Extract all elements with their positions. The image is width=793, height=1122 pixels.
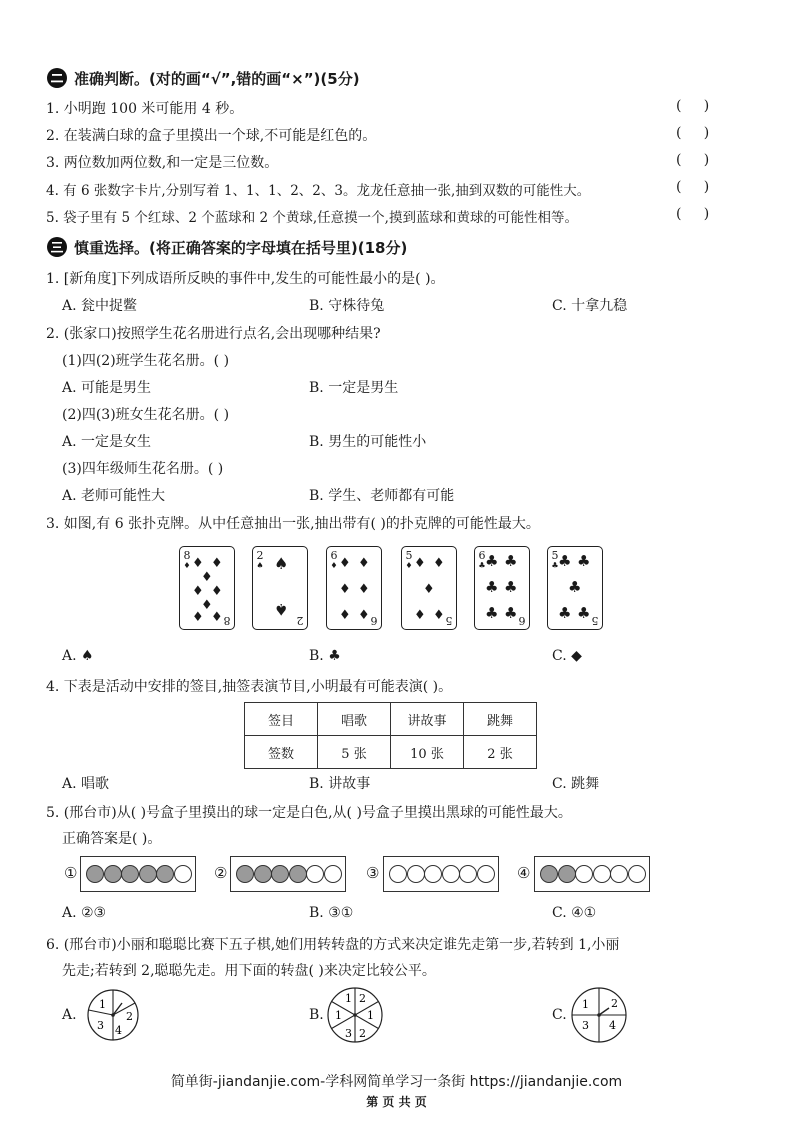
table-cell: 5 张 <box>318 736 391 769</box>
gray-ball <box>121 865 139 883</box>
card-corner-suit: ♣ <box>551 561 559 570</box>
playing-card-8-diamonds: 8 ♦ ♦ ♦ ♦ ♦ ♦ ♦ ♦ ♦ 8 <box>179 546 235 630</box>
white-ball <box>174 865 192 883</box>
q2-sub1: (1)四(2)班学生花名册。( ) <box>62 353 230 369</box>
judge-item-5: 5. 袋子里有 5 个红球、2 个蓝球和 2 个黄球,任意摸一个,摸到蓝球和黄球的可能性相等。 <box>46 210 578 226</box>
page-number: 第 页 共 页 <box>366 1095 427 1109</box>
q3-option-a[interactable]: A. ♠ <box>62 648 94 664</box>
section2-title: 准确判断。(对的画“√”,错的画“×”)(5分) <box>74 70 360 88</box>
q5-option-a[interactable]: A. ②③ <box>62 905 107 921</box>
white-ball <box>610 865 628 883</box>
playing-card-6-diamonds: 6 ♦ ♦ ♦ ♦ ♦ ♦ ♦ 6 <box>326 546 382 630</box>
spinner-a-label: 3 <box>97 1019 104 1032</box>
q1-option-b[interactable]: B. 守株待兔 <box>309 298 385 314</box>
ball-box-2 <box>230 856 346 892</box>
table-cell: 讲故事 <box>391 703 464 736</box>
q5-text: 5. (邢台市)从( )号盒子里摸出的球一定是白色,从( )号盒子里摸出黑球的可能性最大。 <box>46 805 572 821</box>
gray-ball <box>104 865 122 883</box>
white-ball <box>424 865 442 883</box>
spinner-b-label: 1 <box>335 1009 342 1022</box>
judge-item-4: 4. 有 6 张数字卡片,分别写着 1、1、1、2、2、3。龙龙任意抽一张,抽到双数的可能性大。 <box>46 183 591 199</box>
spinner-c-label: 1 <box>582 998 589 1011</box>
judge-answer-4[interactable]: ( ) <box>676 179 710 195</box>
q2-sub1-option-a[interactable]: A. 可能是男生 <box>62 380 152 396</box>
spinner-b-label: 2 <box>359 992 366 1005</box>
spinner-c-label: 4 <box>609 1019 616 1032</box>
gray-ball <box>540 865 558 883</box>
box-label-2: ② <box>214 864 228 882</box>
section3-title: 慎重选择。(将正确答案的字母填在括号里)(18分) <box>74 239 408 257</box>
table-row <box>245 703 537 736</box>
q2-sub1-option-b[interactable]: B. 一定是男生 <box>309 380 399 396</box>
spinner-b <box>326 987 384 1043</box>
q2-sub2: (2)四(3)班女生花名册。( ) <box>62 407 230 423</box>
white-ball <box>306 865 324 883</box>
card-rank: 5 <box>551 549 559 562</box>
gray-ball <box>236 865 254 883</box>
gray-ball <box>254 865 272 883</box>
spinner-a-label: 4 <box>115 1024 122 1037</box>
card-corner-suit: ♣ <box>478 561 486 570</box>
spinner-b-label: 1 <box>345 992 352 1005</box>
q6-option-a[interactable]: A. <box>62 1007 77 1023</box>
q6-option-b[interactable]: B. <box>309 1007 324 1023</box>
section3-badge <box>47 237 67 257</box>
ball-box-1 <box>80 856 196 892</box>
spinner-a-label: 2 <box>126 1010 133 1023</box>
judge-answer-3[interactable]: ( ) <box>676 152 710 168</box>
q2-sub2-option-b[interactable]: B. 男生的可能性小 <box>309 434 427 450</box>
lottery-table <box>244 702 537 769</box>
gray-ball <box>271 865 289 883</box>
table-cell: 唱歌 <box>318 703 391 736</box>
card-corner-suit: ♦ <box>405 561 413 570</box>
judge-answer-1[interactable]: ( ) <box>676 98 710 114</box>
q2-sub3-option-b[interactable]: B. 学生、老师都有可能 <box>309 488 455 504</box>
q5-option-b[interactable]: B. ③① <box>309 905 354 921</box>
spinner-c-label: 2 <box>611 997 618 1010</box>
card-corner-suit: ♦ <box>330 561 338 570</box>
table-cell: 跳舞 <box>464 703 537 736</box>
gray-ball <box>156 865 174 883</box>
q6-text: 6. (邢台市)小丽和聪聪比赛下五子棋,她们用转转盘的方式来决定谁先走第一步,若转到 1,小丽 <box>46 937 620 953</box>
judge-item-1: 1. 小明跑 100 米可能用 4 秒。 <box>46 101 244 117</box>
white-ball <box>442 865 460 883</box>
white-ball <box>407 865 425 883</box>
table-cell: 2 张 <box>464 736 537 769</box>
table-cell: 签数 <box>245 736 318 769</box>
spinner-c <box>569 987 631 1043</box>
white-ball <box>477 865 495 883</box>
q3-text: 3. 如图,有 6 张扑克牌。从中任意抽出一张,抽出带有( )的扑克牌的可能性最大。 <box>46 516 540 532</box>
q3-option-c[interactable]: C. ◆ <box>552 648 582 664</box>
card-rank: 6 <box>330 549 338 562</box>
q4-text: 4. 下表是活动中安排的签目,抽签表演节目,小明最有可能表演( )。 <box>46 679 453 695</box>
q2-text: 2. (张家口)按照学生花名册进行点名,会出现哪种结果? <box>46 326 381 342</box>
q6-option-c[interactable]: C. <box>552 1007 567 1023</box>
card-corner-suit: ♦ <box>183 561 191 570</box>
playing-card-2-spades: 2 ♠ ♠ ♠ 2 <box>252 546 308 630</box>
spinner-b-label: 3 <box>345 1027 352 1040</box>
playing-card-5-diamonds: 5 ♦ ♦ ♦ ♦ ♦ ♦ 5 <box>401 546 457 630</box>
box-label-3: ③ <box>366 864 380 882</box>
spinner-a-label: 1 <box>99 998 106 1011</box>
white-ball <box>324 865 342 883</box>
card-rank: 8 <box>183 549 191 562</box>
table-cell: 10 张 <box>391 736 464 769</box>
q1-option-c[interactable]: C. 十拿九稳 <box>552 298 628 314</box>
section2-badge <box>47 68 67 88</box>
q5-option-c[interactable]: C. ④① <box>552 905 597 921</box>
q2-sub3-option-a[interactable]: A. 老师可能性大 <box>62 488 166 504</box>
q5-text-2: 正确答案是( )。 <box>62 831 162 847</box>
q4-option-a[interactable]: A. 唱歌 <box>62 776 110 792</box>
q1-text: 1. [新角度]下列成语所反映的事件中,发生的可能性最小的是( )。 <box>46 271 445 287</box>
white-ball <box>628 865 646 883</box>
box-label-1: ① <box>64 864 78 882</box>
card-rank: 2 <box>256 549 264 562</box>
table-row <box>245 736 537 769</box>
q4-option-b[interactable]: B. 讲故事 <box>309 776 371 792</box>
white-ball <box>389 865 407 883</box>
q2-sub3: (3)四年级师生花名册。( ) <box>62 461 224 477</box>
spinner-a <box>83 989 143 1041</box>
q1-option-a[interactable]: A. 瓮中捉鳖 <box>62 298 138 314</box>
q4-option-c[interactable]: C. 跳舞 <box>552 776 600 792</box>
q6-text-2: 先走;若转到 2,聪聪先走。用下面的转盘( )来决定比较公平。 <box>62 963 436 979</box>
white-ball <box>593 865 611 883</box>
white-ball <box>459 865 477 883</box>
card-rank: 5 <box>405 549 413 562</box>
judge-item-3: 3. 两位数加两位数,和一定是三位数。 <box>46 155 279 171</box>
white-ball <box>575 865 593 883</box>
spinner-c-label: 3 <box>582 1019 589 1032</box>
q2-sub2-option-a[interactable]: A. 一定是女生 <box>62 434 152 450</box>
ball-box-4 <box>534 856 650 892</box>
gray-ball <box>86 865 104 883</box>
gray-ball <box>558 865 576 883</box>
ball-box-3 <box>383 856 499 892</box>
playing-card-5-clubs: 5 ♣ ♣ ♣ ♣ ♣ ♣ 5 <box>547 546 603 630</box>
footer-watermark: 简单街-jiandanjie.com-学科网简单学习一条街 https://jiandanjie.com <box>170 1074 623 1090</box>
judge-item-2: 2. 在装满白球的盒子里摸出一个球,不可能是红色的。 <box>46 128 377 144</box>
table-cell: 签目 <box>245 703 318 736</box>
spinner-b-label: 1 <box>367 1009 374 1022</box>
gray-ball <box>139 865 157 883</box>
judge-answer-5[interactable]: ( ) <box>676 206 710 222</box>
gray-ball <box>289 865 307 883</box>
playing-card-6-clubs: 6 ♣ ♣ ♣ ♣ ♣ ♣ ♣ 6 <box>474 546 530 630</box>
judge-answer-2[interactable]: ( ) <box>676 125 710 141</box>
q3-option-b[interactable]: B. ♣ <box>309 648 341 664</box>
spinner-b-label: 2 <box>359 1027 366 1040</box>
card-rank: 6 <box>478 549 486 562</box>
box-label-4: ④ <box>517 864 531 882</box>
card-corner-suit: ♠ <box>256 561 264 570</box>
